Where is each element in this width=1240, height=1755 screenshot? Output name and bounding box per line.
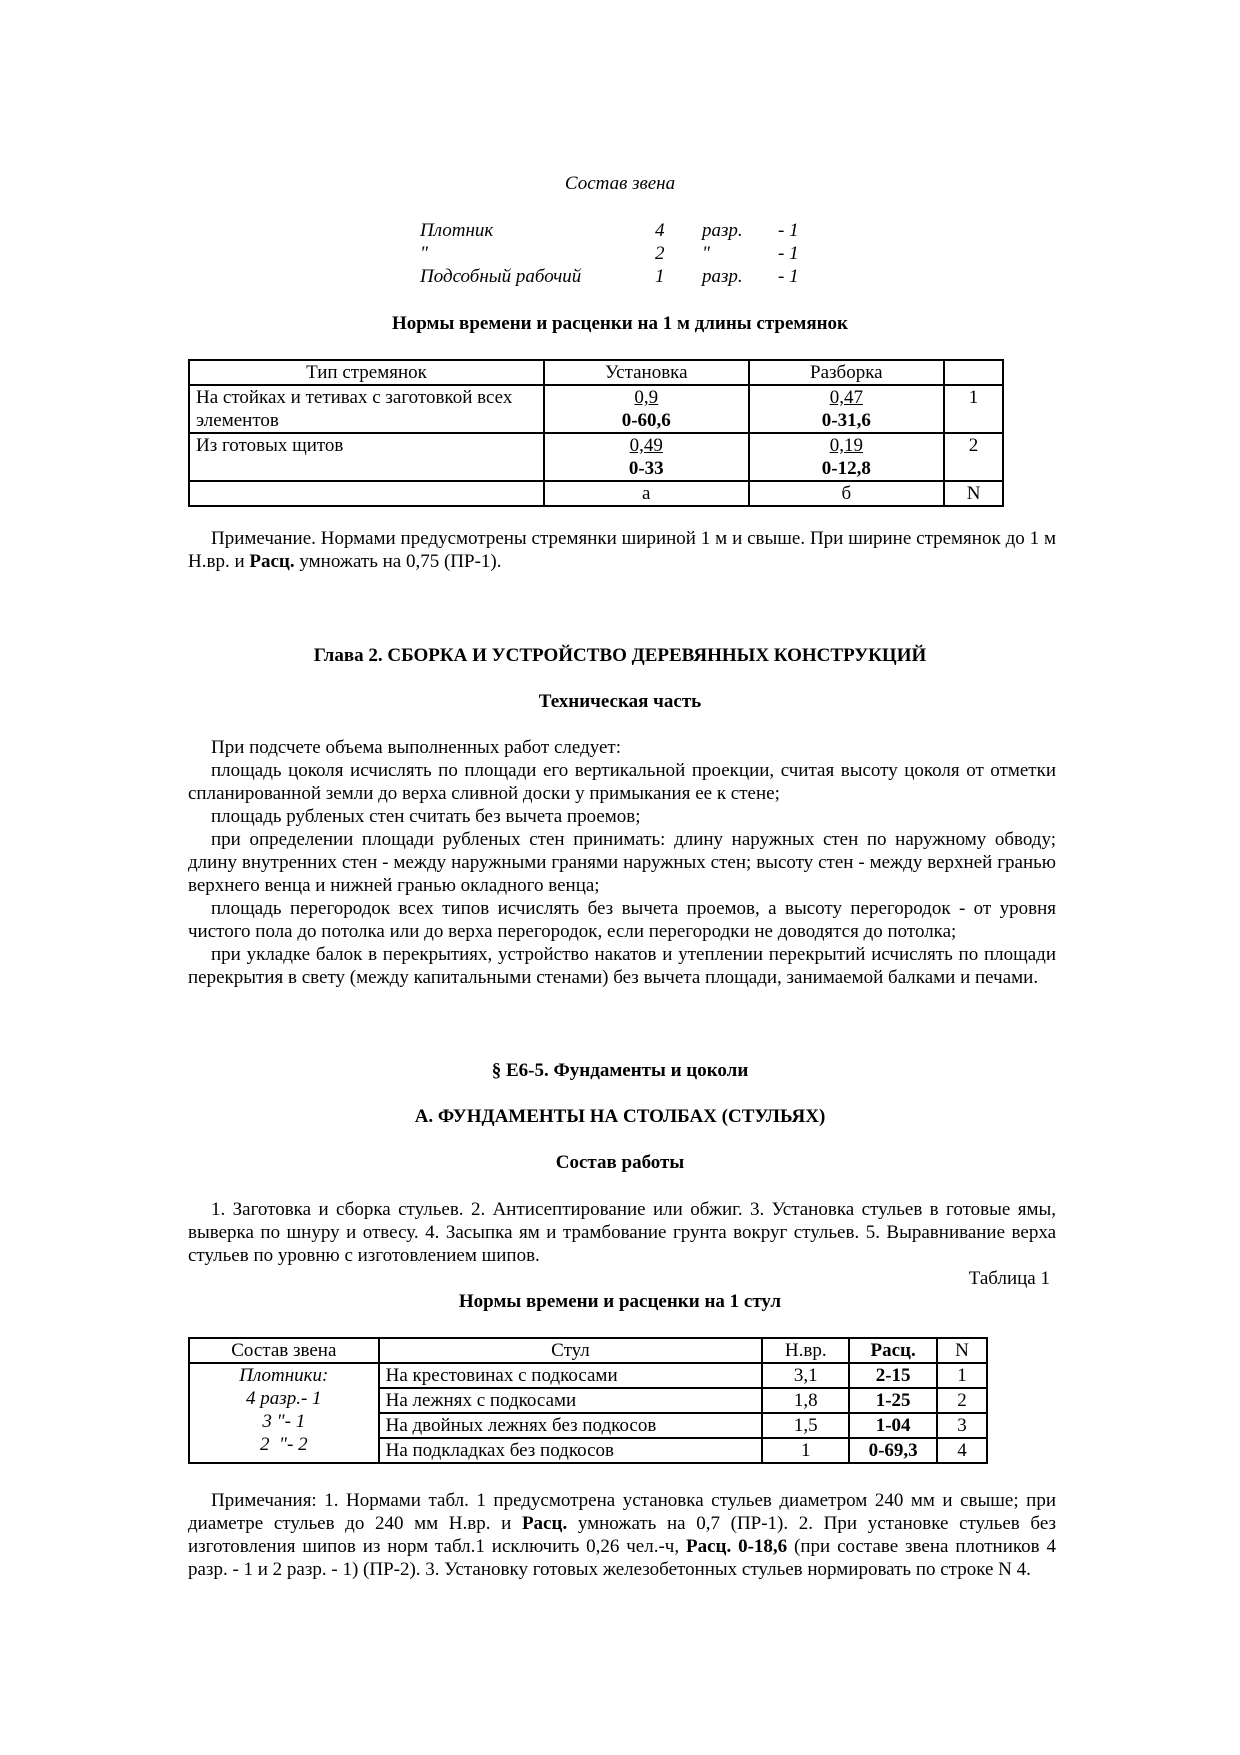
footer-cell — [189, 481, 544, 506]
crew-row — [420, 220, 820, 243]
cell-n: 2 — [944, 433, 1003, 481]
cell-type: Из готовых щитов — [189, 433, 544, 481]
cell-rate: 1-25 — [849, 1388, 937, 1413]
crew-count: - 1 — [778, 220, 799, 241]
rate-value: 0-33 — [628, 458, 664, 479]
header-cell — [944, 360, 1003, 385]
work-text — [188, 1198, 1056, 1267]
table-label: Таблица 1 — [968, 1268, 1050, 1289]
note-2 — [188, 1489, 1056, 1581]
crew-count: - 1 — [778, 266, 799, 287]
crew-title: Состав звена — [564, 173, 676, 194]
cell-n: 1 — [944, 385, 1003, 433]
table-stulya — [188, 1337, 988, 1464]
cell-installation — [544, 433, 749, 481]
crew-name: Подсобный рабочий — [420, 266, 582, 287]
header-cell: N — [937, 1338, 987, 1363]
note-text: умножать на 0,7 (ПР-1). 2. При установке стульев без изготовления шипов из норм табл.1 исключить 0,26 чел.-ч, — [188, 1513, 1056, 1557]
crew-count: - 1 — [778, 243, 799, 264]
rate-value: 0-12,8 — [821, 458, 871, 479]
cell-n: 3 — [937, 1413, 987, 1438]
cell-rate: 1-04 — [849, 1413, 937, 1438]
crew-grade: разр. — [702, 220, 743, 241]
cell-rate: 0-69,3 — [849, 1438, 937, 1463]
header-cell: Расц. — [849, 1338, 937, 1363]
tech-text — [188, 736, 1056, 989]
cell-n: 2 — [937, 1388, 987, 1413]
norm-value: 0,47 — [829, 387, 863, 408]
note-bold: Расц. — [521, 1513, 568, 1534]
cell-stul: На крестовинах с подкосами — [379, 1363, 763, 1388]
table-stremyanki — [188, 359, 1004, 507]
crew-num: 1 — [655, 266, 665, 287]
cell-n: 1 — [937, 1363, 987, 1388]
header-cell: Стул — [379, 1338, 763, 1363]
crew-num: 2 — [655, 243, 665, 264]
cell-rate: 2-15 — [849, 1363, 937, 1388]
table-footer-row — [189, 481, 1003, 506]
cell-dismantling — [749, 433, 945, 481]
cell-stul: На двойных лежнях без подкосов — [379, 1413, 763, 1438]
table-header-row — [189, 360, 1003, 385]
table-header-row — [189, 1338, 987, 1363]
cell-installation — [544, 385, 749, 433]
norm-value: 0,9 — [634, 387, 659, 408]
note-text: Примечания: 1. Нормами табл. 1 предусмотрена установка стульев диаметром 240 мм и свыше; при диаметре стульев до 240 мм Н.вр. и — [188, 1490, 1056, 1534]
table2-title: Нормы времени и расценки на 1 стул — [458, 1291, 782, 1312]
cell-stul: На подкладках без подкосов — [379, 1438, 763, 1463]
note-bold: Расц. 0-18,6 — [685, 1536, 788, 1557]
rate-value: 0-31,6 — [821, 410, 871, 431]
crew-num: 4 — [655, 220, 665, 241]
table-row — [189, 1363, 987, 1388]
crew-cell — [189, 1363, 379, 1463]
crew-row — [420, 243, 820, 266]
cell-stul: На лежнях с подкосами — [379, 1388, 763, 1413]
cell-nvr: 1 — [762, 1438, 849, 1463]
section-title: § Е6-5. Фундаменты и цоколи — [491, 1060, 749, 1081]
rate-value: 0-60,6 — [621, 410, 671, 431]
note-1 — [188, 527, 1056, 573]
tech-title: Техническая часть — [538, 691, 702, 712]
note-text: (при составе звена плотников 4 разр. - 1 и 2 разр. - 1) (ПР-2). 3. Установку готовых железобетонных стульев нормировать по строке N 4. — [188, 1536, 1056, 1580]
norm-value: 0,19 — [829, 435, 863, 456]
crew-line: 4 разр.- 1 — [246, 1388, 322, 1409]
chapter-title: Глава 2. СБОРКА И УСТРОЙСТВО ДЕРЕВЯННЫХ КОНСТРУКЦИЙ — [313, 645, 927, 666]
cell-n: 4 — [937, 1438, 987, 1463]
footer-cell: N — [944, 481, 1003, 506]
note-text: умножать на 0,75 (ПР-1). — [294, 551, 502, 572]
tech-paragraph: при укладке балок в перекрытиях, устройство накатов и утеплении перекрытий исчислять по площади перекрытия в свету (между капитальными стенами) без вычета площади, занимаемой балками и печами. — [188, 944, 1056, 988]
header-cell: Н.вр. — [762, 1338, 849, 1363]
crew-name: Плотник — [420, 220, 494, 241]
norm-value: 0,49 — [629, 435, 663, 456]
tech-paragraph: площадь цоколя исчислять по площади его вертикальной проекции, считая высоту цоколя от отметки спланированной земли до верха сливной доски у примыкания ее к стене; — [188, 760, 1056, 804]
tech-paragraph: при определении площади рубленых стен принимать: длину наружных стен по наружному обводу; длину внутренних стен - между наружными гранями наружных стен; высоту стен - между верхней гранью верхнего венца и нижней гранью окладного венца; — [188, 829, 1056, 896]
crew-line: 3 "- 1 — [262, 1411, 306, 1432]
cell-type: На стойках и тетивах с заготовкой всех элементов — [189, 385, 544, 433]
header-cell: Установка — [544, 360, 749, 385]
work-paragraph: 1. Заготовка и сборка стульев. 2. Антисептирование или обжиг. 3. Установка стульев в готовые ямы, выверка по шнуру и отвесу. 4. Засыпка ям и трамбование грунта вокруг стульев. 5. Выравнивание верха стульев по уровню с изготовлением шипов. — [188, 1199, 1056, 1266]
subsection-title: А. ФУНДАМЕНТЫ НА СТОЛБАХ (СТУЛЬЯХ) — [414, 1106, 826, 1127]
header-cell: Тип стремянок — [189, 360, 544, 385]
note-bold: Расц. — [249, 551, 295, 572]
crew-line: 2 "- 2 — [260, 1434, 308, 1455]
crew-grade: разр. — [702, 266, 743, 287]
cell-nvr: 1,8 — [762, 1388, 849, 1413]
header-cell: Состав звена — [189, 1338, 379, 1363]
crew-grade: " — [702, 243, 710, 264]
header-cell: Разборка — [749, 360, 945, 385]
crew-name: " — [420, 243, 428, 264]
crew-row — [420, 266, 820, 289]
tech-paragraph: площадь рубленых стен считать без вычета проемов; — [211, 806, 641, 827]
note-text: Примечание. Нормами предусмотрены стремянки шириной 1 м и свыше. При ширине стремянок до 1 м Н.вр. и — [188, 528, 1056, 572]
cell-nvr: 1,5 — [762, 1413, 849, 1438]
footer-cell: а — [544, 481, 749, 506]
tech-paragraph: площадь перегородок всех типов исчислять без вычета проемов, а высоту перегородок - от уровня чистого пола до потолка или до верха перегородок, если перегородки не доводятся до потолка; — [188, 898, 1056, 942]
crew-line: Плотники: — [239, 1365, 329, 1386]
table-row — [189, 433, 1003, 481]
tech-paragraph: При подсчете объема выполненных работ следует: — [211, 737, 622, 758]
table-row — [189, 385, 1003, 433]
table1-title: Нормы времени и расценки на 1 м длины стремянок — [391, 313, 849, 334]
work-title: Состав работы — [555, 1152, 685, 1173]
footer-cell: б — [749, 481, 945, 506]
cell-nvr: 3,1 — [762, 1363, 849, 1388]
cell-dismantling — [749, 385, 945, 433]
